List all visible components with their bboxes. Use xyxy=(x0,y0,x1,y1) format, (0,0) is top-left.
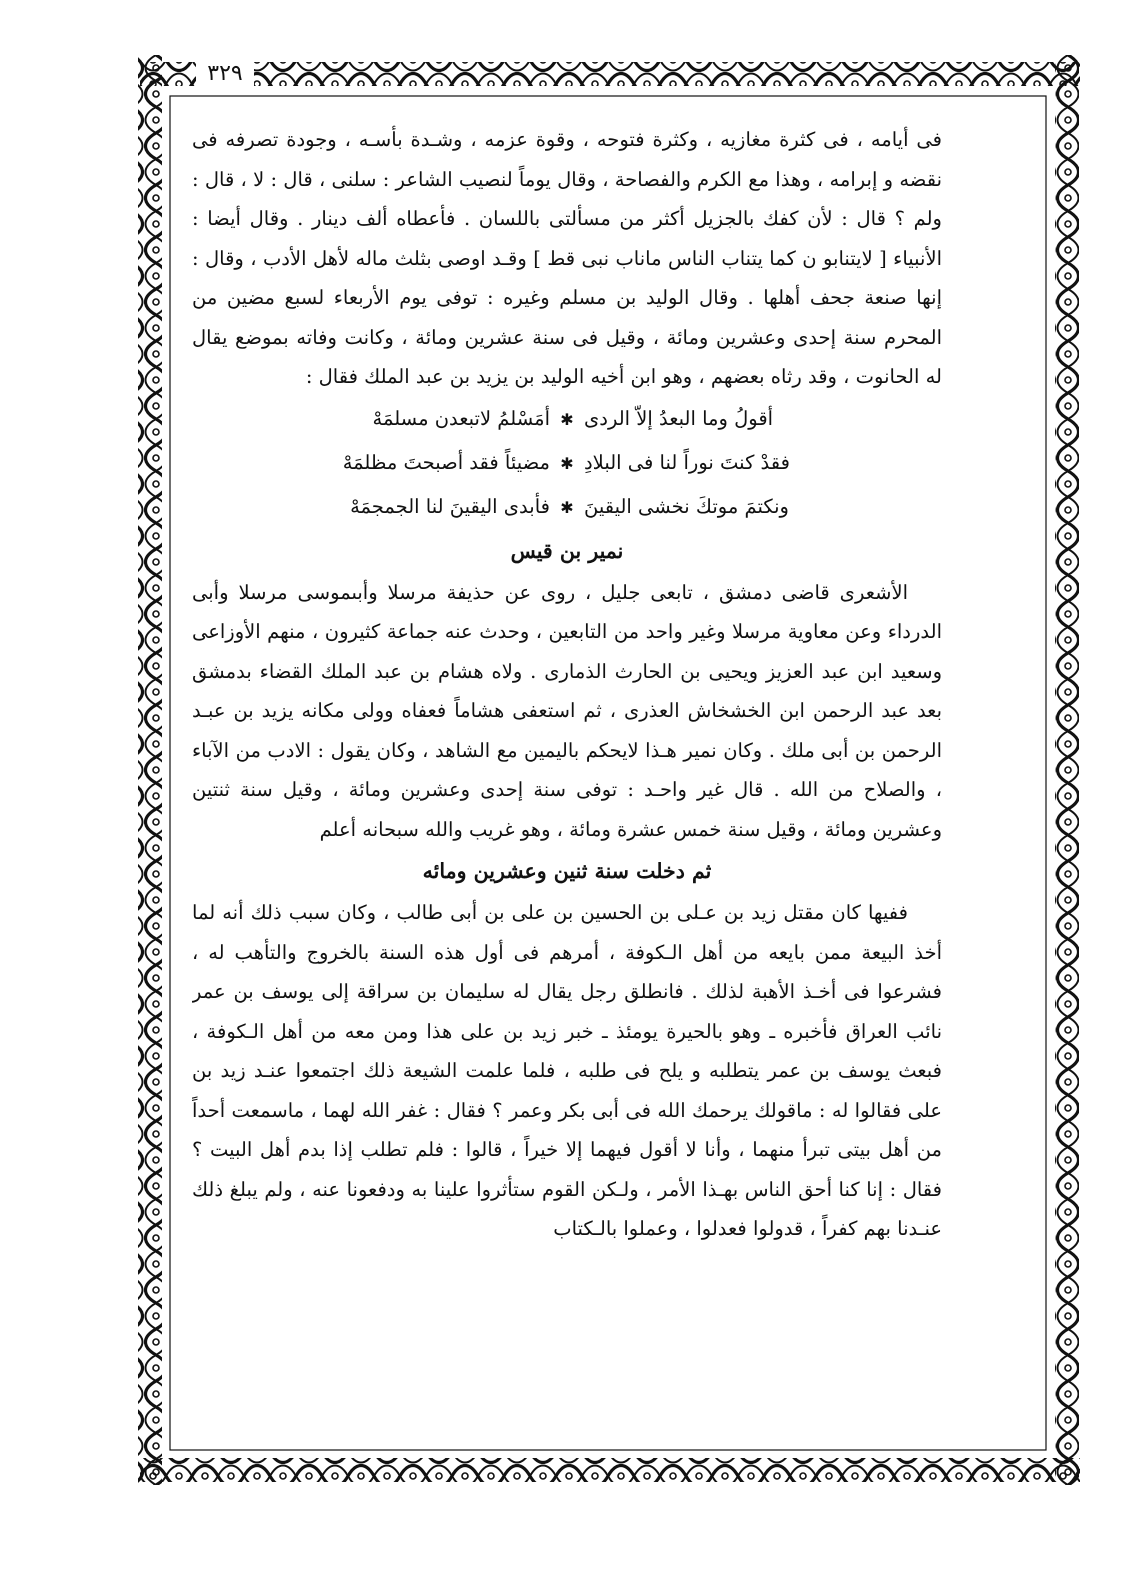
verse-separator-icon: ✱ xyxy=(560,497,574,517)
verse-separator-icon: ✱ xyxy=(560,453,574,473)
text-line: غير واحـد : توفى سنة إحدى وعشرين ومائة ، وقيل سنة ثنتين وعشرين ومائة ، وقيل سنة خمس xyxy=(192,778,942,841)
section-heading-numayr: نمير بن قيس xyxy=(510,538,624,563)
paragraph-1 xyxy=(192,120,942,397)
paragraph-3 xyxy=(192,893,942,1249)
text-line: ابن الخشخاش العذرى ، ثم استعفى هشاماً فعفاه وولى مكانه يزيد بن عبـد الرحمن بن أبى ملك . xyxy=(192,699,942,762)
verse-first-hemistich: ونكتمَ موتكَ نخشى اليقينَ xyxy=(584,494,789,518)
border-top xyxy=(140,62,1080,86)
text-line: قالوا : فلم تطلب إذا بدم أهل البيت ؟ فقال : إنا كنا أحق الناس بهـذا الأمر ، ولـكن القوم xyxy=(192,1138,942,1201)
text-line: ابن أخيه الوليد بن يزيد بن عبد الملك فقال : xyxy=(305,365,657,388)
text-line: وكان نمير هـذا لايحكم باليمين مع الشاهد ، وكان يقول : الادب من الآباء ، والصلاح من الله . قال xyxy=(192,738,942,801)
text-line: البيعة ممن بايعه من أهل الـكوفة ، أمرهم فى أول هذه السنة بالخروج والتأهب له ، فشرعوا فى أخـذ xyxy=(192,940,942,1003)
text-line: ومائة ، وقيل فى سنة عشرين ومائة ، وكانت وفاته بموضع يقال له الحانوت ، وقد رثاه بعضهم ، وهو xyxy=(192,325,942,388)
text-line: وعمر ؟ فقال : غفر الله لهما ، ماسمعت أحداً من أهل بيتى تبرأ منهما ، وأنا لا أقول فيهما إلا خيراً ، xyxy=(192,1098,942,1161)
verse-second-hemistich: فأبدى اليقينَ لنا الجمجمَهْ xyxy=(350,494,550,518)
text-line: و إبرامه ، وهذا مع الكرم والفصاحة ، وقال يوماً لنصيب الشاعر : سلنى ، قال : لا ، قال : ولم ؟ قال : xyxy=(192,167,942,230)
verse-line xyxy=(192,485,942,529)
text-line: الأشعرى قاضى دمشق ، تابعى جليل ، روى عن حذيفة مرسلا وأبىموسى مرسلا وأبى الدرداء xyxy=(192,580,942,643)
text-line: كما يتناب الناس ماناب نبى قط ] وقـد اوصى بثلث ماله لأهل الأدب ، وقال : إنها صنعة جحف xyxy=(192,246,942,309)
verse-first-hemistich: أقولُ وما البعدُ إلاّ الردى xyxy=(584,406,774,430)
section-heading-year-122: ثم دخلت سنة ثنين وعشرين ومائه xyxy=(422,859,712,883)
verse-first-hemistich: فقدْ كنتَ نوراً لنا فى البلادِ xyxy=(584,450,790,474)
page-number: ٣٢٩ xyxy=(196,60,254,88)
border-left xyxy=(138,55,162,1485)
poem-verses xyxy=(192,397,942,529)
verse-line xyxy=(192,441,942,485)
paragraph-2 xyxy=(192,573,942,850)
text-line: بالحيرة يومئذ ـ خبر زيد بن على هذا ومن معه من أهل الـكوفة ، فبعث يوسف بن عمر يتطلبه و يلح xyxy=(192,1019,942,1082)
verse-separator-icon: ✱ xyxy=(560,409,574,429)
text-line: ستأثروا علينا به ودفعونا عنه ، ولم يبلغ ذلك عنـدنا بهم كفراً ، قدولوا فعدلوا ، وعملوا بالـكتاب xyxy=(192,1177,942,1240)
text-line: وعن معاوية مرسلا وغير واحد من التابعين ، وحدث عنه جماعة كثيرون ، منهم الأوزاعى وسعيد xyxy=(192,620,942,683)
text-line: الأهبة لذلك . فانطلق رجل يقال له سليمان بن سراقة إلى يوسف بن عمر نائب العراق فأخبره ـ وهو xyxy=(192,980,942,1043)
text-line: فى طلبه ، فلما علمت الشيعة ذلك اجتمعوا عنـد زيد بن على فقالوا له : ماقولك يرحمك الله فى أبى بكر xyxy=(192,1059,942,1122)
text-line: عشرة ومائة ، وهو غريب والله سبحانه أعلم xyxy=(319,817,668,841)
document-body xyxy=(192,120,942,1465)
text-line: أهلها . وقال الوليد بن مسلم وغيره : توفى يوم الأربعاء لسبع مضين من المحرم سنة إحدى وعشرين xyxy=(192,286,942,349)
text-line: فى أيامه ، فى كثرة مغازيه ، وكثرة فتوحه ، وقوة عزمه ، وشـدة بأسـه ، وجودة تصرفه فى نقضه xyxy=(192,128,942,191)
text-line: لأن كفك بالجزيل أكثر من مسألتى باللسان . فأعطاه ألف دينار . وقال أيضا : الأنبياء [ لايتنابو ن xyxy=(192,207,942,270)
text-line: ابن عبد العزيز ويحيى بن الحارث الذمارى . ولاه هشام بن عبد الملك القضاء بدمشق بعد عبد الرحمن xyxy=(192,659,942,722)
border-right xyxy=(1055,55,1079,1485)
verse-line xyxy=(192,397,942,441)
text-line: ففيها كان مقتل زيد بن عـلى بن الحسين بن على بن أبى طالب ، وكان سبب ذلك أنه لما أخذ xyxy=(192,901,942,964)
verse-second-hemistich: مضيئاً فقد أصبحتَ مظلمَهْ xyxy=(342,450,550,474)
verse-second-hemistich: أمَسْلمُ لاتبعدن مسلمَهْ xyxy=(372,406,550,430)
